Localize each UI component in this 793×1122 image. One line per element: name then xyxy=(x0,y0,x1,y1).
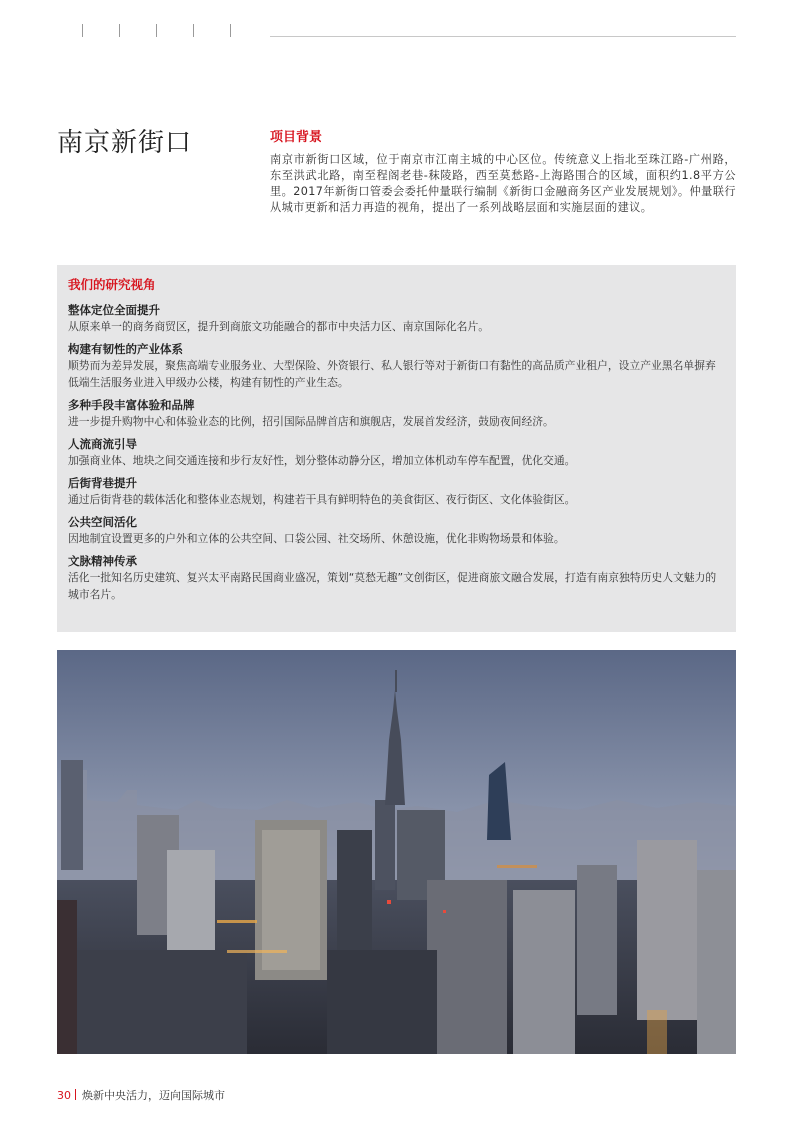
research-item xyxy=(68,514,725,547)
research-item-text: 因地制宜设置更多的户外和立体的公共空间、口袋公园、社交场所、休憩设施，优化非购物场景和体验。 xyxy=(68,532,565,545)
research-item xyxy=(68,302,725,335)
research-item-title: 多种手段丰富体验和品牌 xyxy=(68,398,195,412)
research-item-text: 活化一批知名历史建筑、复兴太平南路民国商业盛况，策划“莫愁无趣”文创街区，促进商旅文融合发展，打造有南京独特历史人文魅力的城市名片。 xyxy=(68,571,717,601)
research-item-title: 文脉精神传承 xyxy=(68,554,137,568)
research-perspective-heading: 我们的研究视角 xyxy=(68,277,156,292)
header-rule xyxy=(270,36,736,37)
page-title: 南京新街口 xyxy=(57,128,193,158)
research-item-title: 构建有韧性的产业体系 xyxy=(68,342,183,356)
research-item xyxy=(68,553,725,603)
page-footer xyxy=(57,1087,225,1103)
research-item-text: 通过后街背巷的载体活化和整体业态规划，构建若干具有鲜明特色的美食街区、夜行街区、文化体验街区。 xyxy=(68,493,576,506)
research-item-title: 公共空间活化 xyxy=(68,515,137,529)
research-item-text: 进一步提升购物中心和体验业态的比例，招引国际品牌首店和旗舰店，发展首发经济，鼓励夜间经济。 xyxy=(68,415,554,428)
project-background-text: 南京市新街口区域，位于南京市江南主城的中心区位。传统意义上指北至珠江路-广州路，东至洪武北路，南至程阁老巷-秣陵路，西至莫愁路-上海路围合的区域，面积约1.8平方公里。2017年新街口管委会委托仲量联行编制《新街口金融商务区产业发展规划》。仲量联行从城市更新和活力再造的视角，提出了一系列战略层面和实施层面的建议。 xyxy=(270,153,736,214)
footer-title: 焕新中央活力，迈向国际城市 xyxy=(82,1089,225,1102)
project-background-heading: 项目背景 xyxy=(270,130,323,145)
research-item xyxy=(68,475,725,508)
research-item-text: 从原来单一的商务商贸区，提升到商旅文功能融合的都市中央活力区、南京国际化名片。 xyxy=(68,320,490,333)
project-background-section xyxy=(270,126,736,216)
research-item-title: 人流商流引导 xyxy=(68,437,137,451)
research-perspective-panel xyxy=(57,265,736,632)
page-number: 30 xyxy=(57,1089,71,1102)
research-item-title: 整体定位全面提升 xyxy=(68,303,160,317)
research-item xyxy=(68,436,725,469)
research-item-title: 后街背巷提升 xyxy=(68,476,137,490)
research-item xyxy=(68,397,725,430)
research-item-text: 顺势而为差异发展，聚焦高端专业服务业、大型保险、外资银行、私人银行等对于新街口有黏性的高品质产业租户，设立产业黑名单摒弃低端生活服务业进入甲级办公楼，构建有韧性的产业生态。 xyxy=(68,359,716,389)
footer-separator xyxy=(75,1089,76,1100)
research-item-text: 加强商业体、地块之间交通连接和步行友好性，划分整体动静分区，增加立体机动车停车配置，优化交通。 xyxy=(68,454,576,467)
city-skyline-photo xyxy=(57,650,736,1054)
research-item xyxy=(68,341,725,391)
header-tick-marks xyxy=(82,24,252,37)
